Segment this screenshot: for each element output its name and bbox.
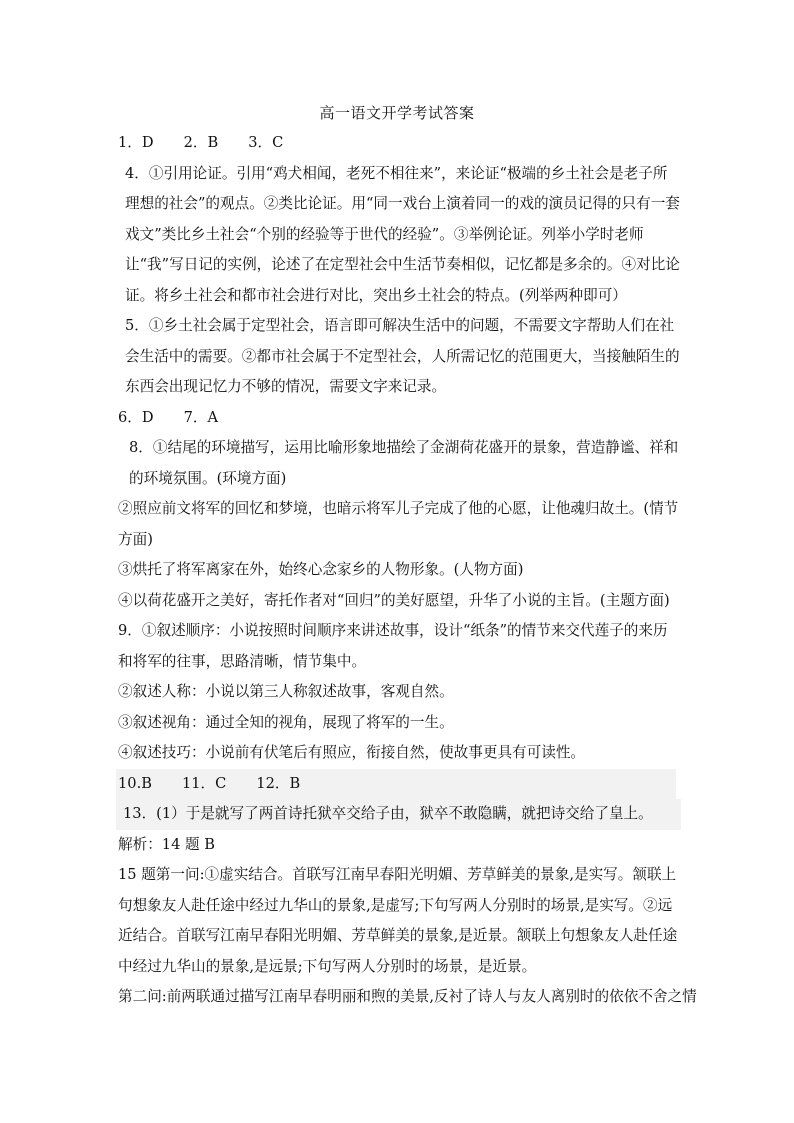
answer-15-part-2: 第二问:前两联通过描写江南早春明丽和煦的美景,反衬了诗人与友人离别时的依依不舍之情 [118, 988, 697, 1005]
answer-9-point-3: ③叙述视角：通过全知的视角，展现了将军的一生。 [118, 713, 454, 731]
answer-4: 4．①引用论证。引用“鸡犬相闻，老死不相往来”，来论证“极端的乡土社会是老子所理想的社会”的观点。②类比论证。用“同一戏台上演着同一的戏的演员记得的只有一套戏文”类比乡土社会“个别的经验等于世代的经验”。③举例论证。列举小学时老师让“我”写日记的实例，论述了在定型社会中生活节奏相似，记忆都是多余的。④对比论证。将乡土社会和都市社会进行对比，突出乡土社会的特点。(列举两种即可） [125, 164, 680, 304]
answer-5: 5．①乡土社会属于定型社会，语言即可解决生活中的问题，不需要文字帮助人们在社会生活中的需要。②都市社会属于不定型社会，人所需记忆的范围更大，当接触陌生的东西会出现记忆力不够的情况，需要文字来记录。 [125, 317, 680, 395]
answer-3: 3．C [248, 134, 284, 151]
answer-12: 12．B [256, 774, 301, 792]
answer-10: 10.B [118, 774, 152, 792]
answer-14: 解析：14 题 B [118, 835, 215, 853]
answer-15-part-1: 15 题第一问:①虚实结合。首联写江南早春阳光明媚、芳草鲜美的景象,是实写。颔联上句想象友人赴任途中经过九华山的景象,是虚写;下句写两人分别时的场景,是实写。②远近结合。首联写江南早春阳光明媚、芳草鲜美的景象,是近景。颔联上句想象友人赴任途中经过九华山的景象,是远景;下句写两人分别时的场景，是近景。 [118, 866, 678, 975]
answer-13: 13．(1）于是就写了两首诗托狱卒交给子由，狱卒不敢隐瞒，就把诗交给了皇上。 [116, 799, 681, 830]
answer-9-point-1: 9．①叙述顺序：小说按照时间顺序来讲述故事，设计“纸条”的情节来交代莲子的来历和将军的往事，思路清晰，情节集中。 [118, 622, 668, 670]
answer-9-point-4: ④叙述技巧：小说前有伏笔后有照应，衔接自然，使故事更具有可读性。 [118, 744, 586, 761]
answer-2: 2．B [183, 134, 219, 151]
answer-8-point-1: 8．①结尾的环境描写，运用比喻形象地描绘了金湖荷花盛开的景象，营造静谧、祥和的环境氛围。(环境方面) [129, 439, 679, 487]
answer-11: 11．C [181, 774, 227, 792]
answer-7: 7．A [183, 408, 219, 426]
answer-9-point-2: ②叙述人称：小说以第三人称叙述故事，客观自然。 [118, 683, 454, 700]
answers-10-12 [116, 769, 676, 800]
answer-6: 6．D [118, 408, 154, 426]
answers-1-3 [118, 128, 680, 159]
answers-body [118, 128, 697, 1013]
answer-8-point-3: ③烘托了将军离家在外，始终心念家乡的人物形象。(人物方面) [118, 561, 524, 578]
answer-8-point-2: ②照应前文将军的回忆和梦境，也暗示将军儿子完成了他的心愿，让他魂归故土。(情节方面) [118, 500, 679, 548]
answer-1: 1．D [118, 134, 154, 151]
answers-6-7 [118, 403, 680, 434]
answer-8-point-4: ④以荷花盛开之美好，寄托作者对“回归”的美好愿望，升华了小说的主旨。(主题方面) [118, 591, 670, 609]
page-title: 高一语文开学考试答案 [319, 104, 475, 122]
